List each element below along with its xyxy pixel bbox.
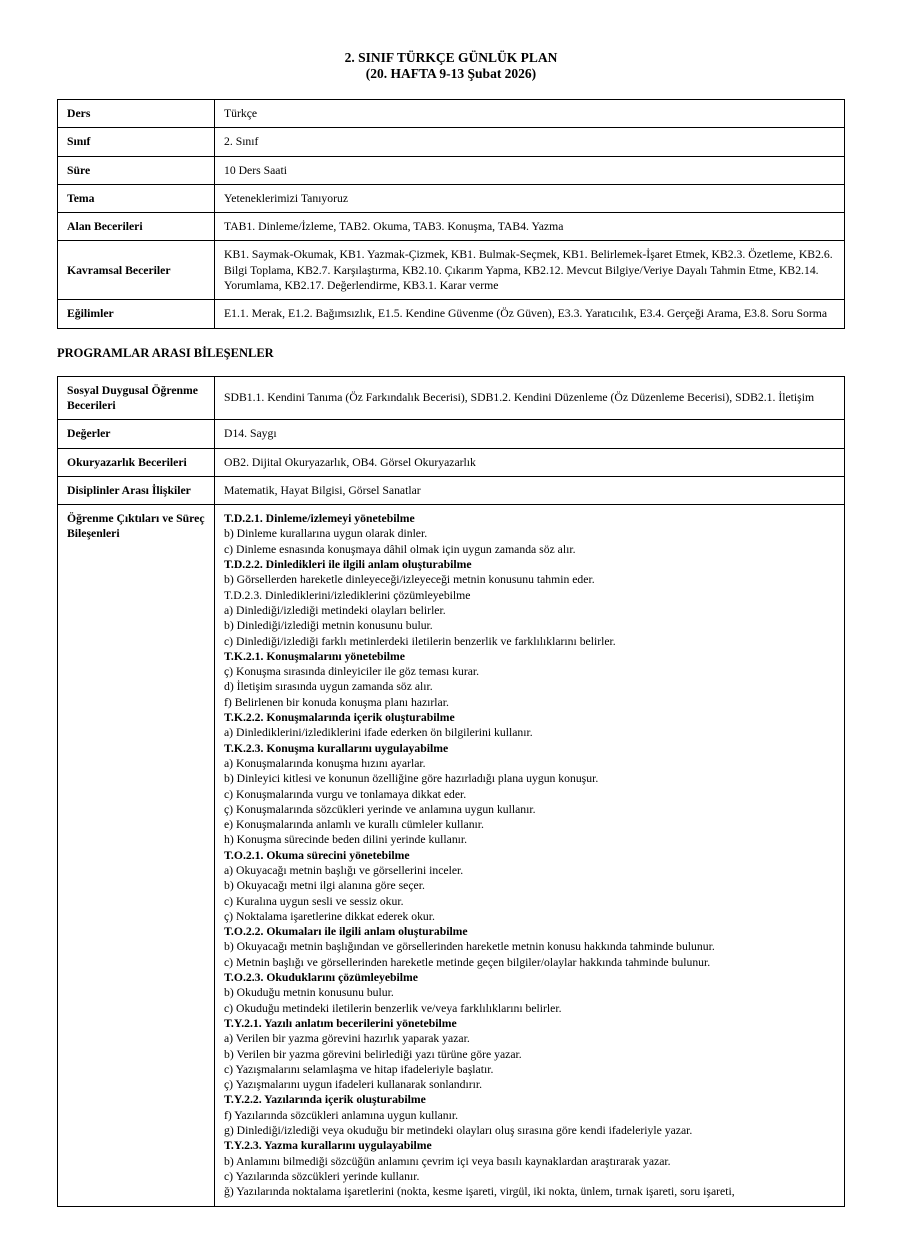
outcome-item: a) Dinlediklerini/izlediklerini ifade ederken ön bilgilerini kullanır.: [224, 726, 533, 740]
row-value: TAB1. Dinleme/İzleme, TAB2. Okuma, TAB3. Konuşma, TAB4. Yazma: [215, 213, 845, 241]
outcome-heading: T.Y.2.2. Yazılarında içerik oluşturabilme: [224, 1093, 426, 1107]
row-label: Ders: [58, 100, 215, 128]
outcome-heading: T.K.2.3. Konuşma kurallarını uygulayabilme: [224, 741, 449, 755]
outcome-heading: T.O.2.2. Okumaları ile ilgili anlam oluşturabilme: [224, 925, 468, 939]
row-label: Tema: [58, 184, 215, 212]
row-value: Matematik, Hayat Bilgisi, Görsel Sanatlar: [215, 476, 845, 504]
outcome-item: f) Belirlenen bir konuda konuşma planı hazırlar.: [224, 695, 449, 709]
table-row: [58, 376, 845, 420]
table-row: [58, 184, 845, 212]
outcome-heading: T.D.2.1. Dinleme/izlemeyi yönetebilme: [224, 512, 415, 526]
row-label: Eğilimler: [58, 300, 215, 328]
outcome-heading: T.Y.2.3. Yazma kurallarını uygulayabilme: [224, 1139, 432, 1153]
document-title: [57, 50, 845, 81]
outcome-heading: T.K.2.2. Konuşmalarında içerik oluşturabilme: [224, 711, 455, 725]
table-row: [58, 156, 845, 184]
outcome-item: b) Dinleme kurallarına uygun olarak dinler.: [224, 527, 428, 541]
row-label: Sosyal Duygusal Öğrenme Becerileri: [58, 376, 215, 420]
outcome-item: b) Verilen bir yazma görevini belirlediği yazı türüne göre yazar.: [224, 1047, 522, 1061]
outcome-item: a) Dinlediği/izlediği metindeki olayları belirler.: [224, 603, 446, 617]
row-label: Okuryazarlık Becerileri: [58, 448, 215, 476]
row-value: 10 Ders Saati: [215, 156, 845, 184]
row-value: 2. Sınıf: [215, 128, 845, 156]
outcome-item: a) Konuşmalarında konuşma hızını ayarlar.: [224, 756, 426, 770]
outcome-item: ç) Yazışmalarını uygun ifadeleri kullanarak sonlandırır.: [224, 1078, 483, 1092]
table-row: [58, 505, 845, 1206]
table-row: [58, 448, 845, 476]
row-label: Süre: [58, 156, 215, 184]
row-label: Değerler: [58, 420, 215, 448]
row-value: KB1. Saymak-Okumak, KB1. Yazmak-Çizmek, KB1. Bulmak-Seçmek, KB1. Belirlemek-İşaret Etmek, KB2.3. Özetleme, KB2.6. Bilgi Toplama, KB2.7. Karşılaştırma, KB2.10. Çıkarım Yapma, KB2.12. Mevcut Bilgiye/Veriye Dayalı Tahmin Etme, KB2.14. Yorumlama, KB2.17. Değerlendirme, KB3.1. Karar verme: [215, 241, 845, 300]
outcome-heading: T.Y.2.1. Yazılı anlatım becerilerini yönetebilme: [224, 1016, 457, 1030]
document-content: [57, 50, 845, 1207]
outcome-item: T.D.2.3. Dinlediklerini/izlediklerini çözümleyebilme: [224, 588, 471, 602]
row-label: Kavramsal Beceriler: [58, 241, 215, 300]
table-row: [58, 213, 845, 241]
outcome-item: a) Verilen bir yazma görevini hazırlık yaparak yazar.: [224, 1032, 470, 1046]
row-value: Türkçe: [215, 100, 845, 128]
table-row: [58, 476, 845, 504]
outcomes-list: [215, 505, 845, 1206]
outcome-item: e) Konuşmalarında anlamlı ve kurallı cümleler kullanır.: [224, 818, 484, 832]
outcome-item: b) Dinlediği/izlediği metnin konusunu bulur.: [224, 619, 433, 633]
document-title-line1: 2. SINIF TÜRKÇE GÜNLÜK PLAN: [344, 50, 558, 65]
row-label: Disiplinler Arası İlişkiler: [58, 476, 215, 504]
outcome-heading: T.O.2.1. Okuma sürecini yönetebilme: [224, 848, 410, 862]
outcome-item: a) Okuyacağı metnin başlığı ve görsellerini inceler.: [224, 863, 464, 877]
row-value: OB2. Dijital Okuryazarlık, OB4. Görsel Okuryazarlık: [215, 448, 845, 476]
row-value: E1.1. Merak, E1.2. Bağımsızlık, E1.5. Kendine Güvenme (Öz Güven), E3.3. Yaratıcılık, E3.4. Gerçeği Arama, E3.8. Soru Sorma: [215, 300, 845, 328]
row-value: D14. Saygı: [215, 420, 845, 448]
outcome-heading: T.O.2.3. Okuduklarını çözümleyebilme: [224, 971, 418, 985]
plan-info-table: [57, 99, 845, 329]
table-row: [58, 420, 845, 448]
table-row: [58, 300, 845, 328]
row-label: Sınıf: [58, 128, 215, 156]
outcome-item: c) Kuralına uygun sesli ve sessiz okur.: [224, 894, 404, 908]
outcome-item: c) Yazılarında sözcükleri yerinde kullanır.: [224, 1169, 420, 1183]
outcome-item: b) Okuduğu metnin konusunu bulur.: [224, 986, 394, 1000]
section-heading: PROGRAMLAR ARASI BİLEŞENLER: [57, 345, 274, 360]
outcome-item: b) Dinleyici kitlesi ve konunun özelliğine göre hazırladığı plana uygun konuşur.: [224, 772, 599, 786]
outcome-heading: T.D.2.2. Dinledikleri ile ilgili anlam oluşturabilme: [224, 558, 472, 572]
outcome-item: h) Konuşma sürecinde beden dilini yerinde kullanır.: [224, 833, 468, 847]
cross-program-components-table: [57, 376, 845, 1207]
outcome-item: ç) Noktalama işaretlerine dikkat ederek okur.: [224, 909, 435, 923]
outcome-item: ç) Konuşma sırasında dinleyiciler ile göz teması kurar.: [224, 665, 480, 679]
row-value: Yeteneklerimizi Tanıyoruz: [215, 184, 845, 212]
outcome-heading: T.K.2.1. Konuşmalarını yönetebilme: [224, 649, 405, 663]
row-label: Alan Becerileri: [58, 213, 215, 241]
outcome-item: c) Dinlediği/izlediği farklı metinlerdeki iletilerin benzerlik ve farklılıklarını belirler.: [224, 634, 616, 648]
outcome-item: c) Dinleme esnasında konuşmaya dâhil olmak için uygun zamanda söz alır.: [224, 542, 576, 556]
table-row: [58, 241, 845, 300]
outcome-item: b) Okuyacağı metnin başlığından ve görsellerinden hareketle metnin konusu hakkında tahminde bulunur.: [224, 940, 715, 954]
outcome-item: d) İletişim sırasında uygun zamanda söz alır.: [224, 680, 433, 694]
table-row: [58, 128, 845, 156]
row-value: SDB1.1. Kendini Tanıma (Öz Farkındalık Becerisi), SDB1.2. Kendini Düzenleme (Öz Düzenleme Becerisi), SDB2.1. İletişim: [215, 376, 845, 420]
outcome-item: b) Görsellerden hareketle dinleyeceği/izleyeceği metnin konusunu tahmin eder.: [224, 573, 595, 587]
document-title-line2: (20. HAFTA 9-13 Şubat 2026): [365, 65, 537, 81]
table-row: [58, 100, 845, 128]
row-label: Öğrenme Çıktıları ve Süreç Bileşenleri: [58, 505, 215, 1206]
outcome-item: f) Yazılarında sözcükleri anlamına uygun kullanır.: [224, 1108, 459, 1122]
outcome-item: c) Yazışmalarını selamlaşma ve hitap ifadeleriyle başlatır.: [224, 1062, 494, 1076]
outcome-item: c) Metnin başlığı ve görsellerinden hareketle metinde geçen bilgiler/olaylar hakkında tahminde bulunur.: [224, 955, 711, 969]
outcome-item: b) Anlamını bilmediği sözcüğün anlamını çevrim içi veya basılı kaynaklardan araştırarak yazar.: [224, 1154, 671, 1168]
outcome-item: ğ) Yazılarında noktalama işaretlerini (nokta, kesme işareti, virgül, iki nokta, ünlem, tırnak işareti, soru işareti,: [224, 1185, 735, 1199]
outcome-item: c) Konuşmalarında vurgu ve tonlamaya dikkat eder.: [224, 787, 467, 801]
outcome-item: b) Okuyacağı metni ilgi alanına göre seçer.: [224, 879, 425, 893]
outcome-item: c) Okuduğu metindeki iletilerin benzerlik ve/veya farklılıklarını belirler.: [224, 1001, 562, 1015]
outcome-item: g) Dinlediği/izlediği veya okuduğu bir metindeki olayları oluş sırasına göre kendi ifadeleriyle yazar.: [224, 1124, 693, 1138]
outcome-item: ç) Konuşmalarında sözcükleri yerinde ve anlamına uygun kullanır.: [224, 802, 536, 816]
